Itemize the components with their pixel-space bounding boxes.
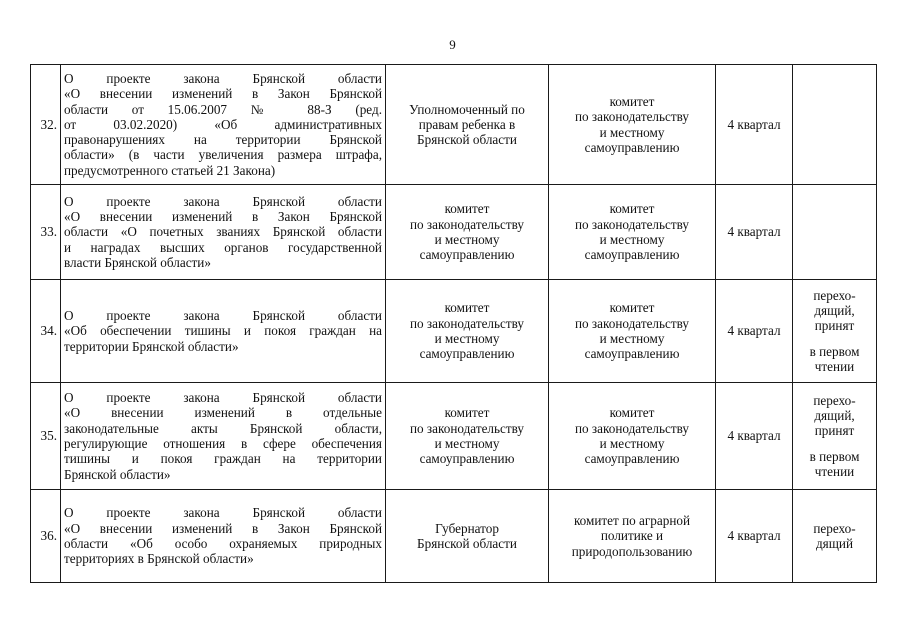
- initiator-line: по законодательству: [409, 315, 525, 331]
- bill-title-line: тишины и покоя граждан на территории: [64, 451, 382, 467]
- responsible-committee: [549, 490, 716, 583]
- status_extra-line: чтении: [814, 463, 855, 479]
- responsible-line: и местному: [599, 436, 665, 451]
- status-line: принят: [814, 423, 855, 439]
- status_extra-line: в первом: [809, 343, 860, 359]
- responsible-line: по законодательству: [574, 109, 690, 125]
- bill-title-line: регулирующие отношения в сфере обеспечения: [64, 436, 382, 451]
- initiator-line: по законодательству: [409, 420, 525, 436]
- responsible-line: самоуправлению: [584, 451, 680, 467]
- initiator-line: и местному: [434, 331, 500, 346]
- responsible-line: самоуправлению: [584, 247, 680, 263]
- table-row: [31, 185, 877, 280]
- responsible-line: самоуправлению: [584, 346, 680, 362]
- initiator: [386, 383, 549, 490]
- status-line: дящий: [815, 536, 854, 551]
- bill-title-line: и наградах высших органов государственной: [64, 239, 382, 255]
- responsible-line: комитет: [609, 405, 655, 421]
- table-row: [31, 65, 877, 185]
- bill-title-line: О проекте закона Брянской области: [64, 70, 382, 86]
- responsible-line: и местному: [599, 331, 665, 346]
- responsible-line: политике и: [600, 528, 664, 544]
- responsible-committee: [549, 185, 716, 280]
- bill-title-line: О проекте закона Брянской области: [64, 308, 382, 324]
- status: [793, 490, 877, 583]
- status-line: дящий,: [814, 303, 855, 319]
- responsible-line: и местному: [599, 232, 665, 247]
- table-row: [31, 383, 877, 490]
- responsible-line: природопользованию: [571, 543, 693, 559]
- bill-title: [61, 490, 386, 583]
- initiator: [386, 185, 549, 280]
- bill-title-line: О проекте закона Брянской области: [64, 390, 382, 406]
- status_extra-line: в первом: [809, 448, 860, 464]
- initiator-line: комитет: [444, 201, 490, 217]
- responsible-committee: [549, 383, 716, 490]
- bill-title: [61, 185, 386, 280]
- bill-title-line: области» (в части увеличения размера штрафа,: [64, 147, 382, 163]
- responsible-line: по законодательству: [574, 216, 690, 232]
- bill-title-line: от 03.02.2020) «Об административных: [64, 116, 382, 132]
- status-gap: [796, 334, 873, 344]
- period: 4 квартал: [716, 490, 793, 583]
- initiator-line: комитет: [444, 300, 490, 316]
- responsible-committee: [549, 280, 716, 383]
- row-number: 32.: [31, 65, 61, 185]
- bill-title-line: О проекте закона Брянской области: [64, 193, 382, 209]
- bill-title-line: «О внесении изменений в Закон Брянской: [64, 86, 382, 102]
- bill-title: [61, 383, 386, 490]
- table-row: [31, 280, 877, 383]
- bill-title-line: правонарушениях на территории Брянской: [64, 132, 382, 148]
- initiator: [386, 490, 549, 583]
- responsible-line: комитет: [609, 201, 655, 217]
- initiator-line: правам ребенка в: [418, 116, 516, 132]
- bill-title-line: предусмотренного статьей 21 Закона): [64, 162, 276, 178]
- responsible-line: и местному: [599, 124, 665, 140]
- status-line: принят: [814, 318, 855, 334]
- status: [793, 185, 877, 280]
- bill-title-line: «О внесении изменений в Закон Брянской: [64, 209, 382, 225]
- status-line: перехо-: [813, 287, 856, 303]
- responsible-line: комитет: [609, 93, 655, 109]
- period: 4 квартал: [716, 65, 793, 185]
- initiator: [386, 65, 549, 185]
- bill-title-line: «О внесении изменений в Закон Брянской: [64, 520, 382, 536]
- initiator-line: Брянской области: [417, 536, 517, 551]
- row-number: 36.: [31, 490, 61, 583]
- bill-title-line: области «Об особо охраняемых природных: [64, 536, 382, 551]
- initiator-line: комитет: [444, 405, 490, 421]
- bill-title-line: О проекте закона Брянской области: [64, 505, 382, 521]
- bill-title-line: «Об обеспечении тишины и покоя граждан на: [64, 323, 382, 339]
- bill-title-line: законодательные акты Брянской области,: [64, 420, 382, 436]
- bill-title-line: области от 15.06.2007 № 88-З (ред.: [64, 101, 382, 117]
- initiator-line: и местному: [434, 436, 500, 451]
- initiator-line: Брянской области: [417, 132, 517, 148]
- bill-title-line: территориях в Брянской области»: [64, 551, 254, 567]
- bill-title-line: территории Брянской области»: [64, 338, 239, 354]
- initiator-line: самоуправлению: [419, 247, 515, 263]
- initiator-line: Губернатор: [435, 520, 499, 536]
- initiator-line: самоуправлению: [419, 451, 515, 467]
- initiator: [386, 280, 549, 383]
- responsible-line: комитет: [609, 300, 655, 316]
- bill-title-line: области «О почетных званиях Брянской области: [64, 224, 382, 240]
- status-line: перехо-: [813, 392, 856, 408]
- bill-title: [61, 280, 386, 383]
- status_extra-line: чтении: [814, 358, 855, 374]
- status: [793, 65, 877, 185]
- status: [793, 280, 877, 383]
- initiator-line: и местному: [434, 232, 500, 247]
- responsible-line: комитет по аграрной: [573, 513, 691, 529]
- initiator-line: самоуправлению: [419, 346, 515, 362]
- responsible-line: по законодательству: [574, 315, 690, 331]
- period: 4 квартал: [716, 185, 793, 280]
- page-number: 9: [449, 37, 456, 52]
- bill-title-line: власти Брянской области»: [64, 254, 211, 270]
- responsible-line: по законодательству: [574, 420, 690, 436]
- period: 4 квартал: [716, 280, 793, 383]
- period: 4 квартал: [716, 383, 793, 490]
- row-number: 34.: [31, 280, 61, 383]
- bill-title-line: «О внесении изменений в отдельные: [64, 405, 382, 421]
- status-line: перехо-: [813, 520, 856, 536]
- initiator-line: по законодательству: [409, 216, 525, 232]
- status-line: дящий,: [814, 408, 855, 424]
- responsible-committee: [549, 65, 716, 185]
- row-number: 35.: [31, 383, 61, 490]
- bill-title: [61, 65, 386, 185]
- status-gap: [796, 439, 873, 449]
- initiator-line: Уполномоченный по: [409, 101, 525, 117]
- responsible-line: самоуправлению: [584, 139, 680, 155]
- bill-title-line: Брянской области»: [64, 466, 171, 482]
- row-number: 33.: [31, 185, 61, 280]
- status: [793, 383, 877, 490]
- legislative-plan-table: [30, 64, 877, 583]
- table-row: [31, 490, 877, 583]
